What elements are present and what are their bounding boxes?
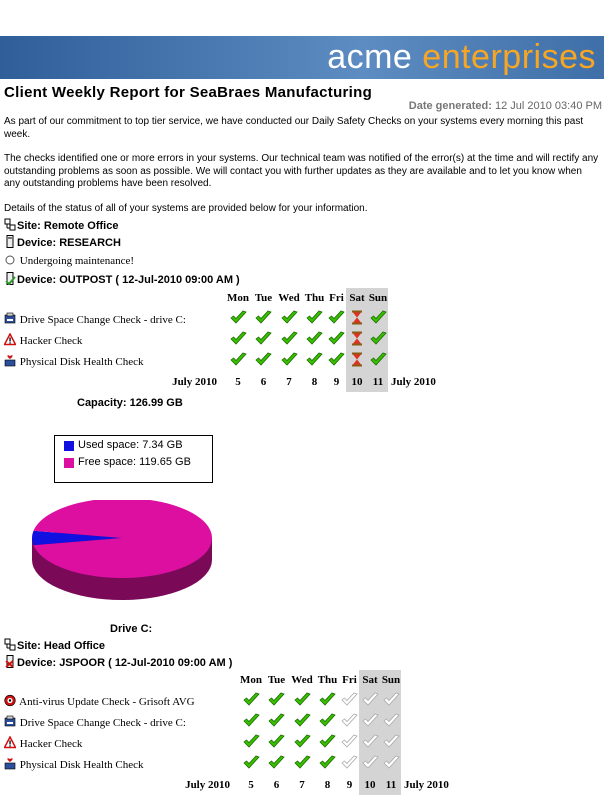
check-ok-icon bbox=[319, 755, 336, 770]
date-cell: 5 bbox=[248, 778, 254, 791]
day-header: Fri bbox=[342, 674, 357, 686]
check-ok-icon bbox=[306, 331, 323, 346]
check-result-ok bbox=[327, 350, 346, 371]
date-cell: 6 bbox=[260, 375, 267, 388]
disk-icon bbox=[4, 312, 16, 325]
outpost-checks-table bbox=[4, 288, 438, 392]
hourglass-icon bbox=[351, 331, 363, 346]
day-header: Sun bbox=[381, 670, 401, 690]
check-ok-icon bbox=[294, 692, 311, 707]
check-result-none bbox=[359, 732, 381, 753]
warning-icon bbox=[4, 736, 16, 749]
pie-legend bbox=[54, 435, 213, 483]
jspoor-rows bbox=[4, 690, 451, 795]
check-label: Drive Space Change Check - drive C: bbox=[4, 711, 238, 732]
pie-slices bbox=[32, 500, 212, 578]
site-remote-office bbox=[4, 218, 118, 232]
day-header: Wed bbox=[291, 674, 313, 686]
date-cell: 8 bbox=[311, 375, 318, 388]
jspoor-checks-table bbox=[4, 670, 451, 795]
disk-health-icon bbox=[4, 757, 16, 770]
check-ok-icon bbox=[294, 713, 311, 728]
check-ok-icon bbox=[268, 713, 285, 728]
brand-banner bbox=[0, 36, 604, 79]
site-label: Site: Remote Office bbox=[17, 220, 119, 232]
month-label: July 2010 bbox=[172, 375, 217, 388]
check-result-ok bbox=[289, 711, 315, 732]
server-ok-icon bbox=[4, 272, 16, 285]
check-none-icon bbox=[341, 734, 358, 749]
check-result-pending bbox=[346, 329, 368, 350]
check-label: Physical Disk Health Check bbox=[4, 753, 238, 774]
check-result-ok bbox=[368, 350, 388, 371]
check-ok-icon bbox=[294, 755, 311, 770]
date-generated-label: Date generated: bbox=[408, 100, 492, 112]
check-row bbox=[4, 711, 451, 732]
maintenance-status bbox=[4, 253, 134, 267]
legend-item-free: Free space: 119.65 GB bbox=[55, 455, 212, 470]
check-result-ok bbox=[225, 329, 251, 350]
intro-paragraph: As part of our commitment to top tier service, we have conducted our Daily Safety Checks on your systems every morning this past week. bbox=[4, 116, 584, 140]
check-none-icon bbox=[362, 692, 379, 707]
check-label: Anti-virus Update Check - Grisoft AVG bbox=[4, 690, 238, 711]
day-header: Fri bbox=[329, 292, 344, 304]
check-ok-icon bbox=[370, 310, 387, 325]
check-label: Hacker Check bbox=[4, 329, 225, 350]
warning-icon bbox=[4, 333, 16, 346]
site-icon bbox=[4, 638, 16, 651]
check-result-ok bbox=[276, 308, 302, 329]
check-none-icon bbox=[383, 692, 400, 707]
status-circle-icon bbox=[4, 253, 16, 266]
check-result-ok bbox=[327, 308, 346, 329]
check-result-ok bbox=[302, 350, 327, 371]
check-result-ok bbox=[251, 308, 276, 329]
check-label: Physical Disk Health Check bbox=[4, 350, 225, 371]
check-ok-icon bbox=[268, 755, 285, 770]
day-header: Wed bbox=[278, 292, 300, 304]
check-ok-icon bbox=[243, 692, 260, 707]
check-result-none bbox=[359, 711, 381, 732]
check-ok-icon bbox=[370, 352, 387, 367]
day-header: Sat bbox=[359, 670, 381, 690]
check-result-none bbox=[340, 711, 359, 732]
check-label: Hacker Check bbox=[4, 732, 238, 753]
date-cell: 11 bbox=[381, 774, 401, 795]
drive-pie-chart bbox=[30, 500, 230, 610]
site-icon bbox=[4, 218, 16, 231]
capacity-label: Capacity: 126.99 GB bbox=[77, 397, 183, 409]
check-result-ok bbox=[238, 690, 264, 711]
date-cell: 9 bbox=[346, 778, 353, 791]
check-result-ok bbox=[276, 329, 302, 350]
check-ok-icon bbox=[281, 352, 298, 367]
month-label: July 2010 bbox=[185, 778, 230, 791]
hourglass-icon bbox=[351, 310, 363, 325]
date-cell: 7 bbox=[286, 375, 292, 388]
details-paragraph: Details of the status of all of your systems are provided below for your information. bbox=[4, 203, 368, 214]
check-ok-icon bbox=[328, 352, 345, 367]
check-result-ok bbox=[238, 753, 264, 774]
check-result-none bbox=[340, 690, 359, 711]
check-ok-icon bbox=[281, 331, 298, 346]
month-label: July 2010 bbox=[404, 778, 449, 791]
legend-swatch bbox=[64, 458, 74, 468]
check-result-none bbox=[340, 732, 359, 753]
drive-label: Drive C: bbox=[110, 623, 153, 635]
date-cell: 8 bbox=[324, 778, 331, 791]
date-generated-value: 12 Jul 2010 03:40 PM bbox=[494, 100, 602, 112]
check-result-ok bbox=[289, 753, 315, 774]
check-ok-icon bbox=[230, 331, 247, 346]
date-cell: 10 bbox=[346, 371, 368, 392]
check-ok-icon bbox=[230, 310, 247, 325]
device-label: Device: JSPOOR ( 12-Jul-2010 09:00 AM ) bbox=[17, 657, 233, 669]
check-ok-icon bbox=[306, 310, 323, 325]
check-ok-icon bbox=[243, 734, 260, 749]
day-header: Sun bbox=[368, 288, 388, 308]
server-error-icon bbox=[4, 655, 16, 668]
day-header: Mon bbox=[227, 292, 249, 304]
check-ok-icon bbox=[230, 352, 247, 367]
check-result-ok bbox=[238, 732, 264, 753]
check-ok-icon bbox=[294, 734, 311, 749]
check-result-ok bbox=[289, 732, 315, 753]
check-result-ok bbox=[264, 753, 289, 774]
check-none-icon bbox=[362, 755, 379, 770]
check-result-pending bbox=[346, 350, 368, 371]
check-none-icon bbox=[362, 713, 379, 728]
check-result-ok bbox=[368, 329, 388, 350]
check-none-icon bbox=[341, 713, 358, 728]
day-header: Thu bbox=[317, 674, 338, 686]
check-none-icon bbox=[383, 734, 400, 749]
brand-logo bbox=[327, 38, 596, 77]
date-row bbox=[4, 371, 438, 392]
check-ok-icon bbox=[243, 713, 260, 728]
check-result-none bbox=[381, 753, 401, 774]
check-result-ok bbox=[315, 711, 340, 732]
date-cell: 6 bbox=[273, 778, 280, 791]
check-none-icon bbox=[383, 755, 400, 770]
check-result-ok bbox=[289, 690, 315, 711]
check-none-icon bbox=[341, 692, 358, 707]
check-result-none bbox=[359, 753, 381, 774]
device-jspoor bbox=[4, 655, 232, 669]
check-ok-icon bbox=[328, 331, 345, 346]
check-row bbox=[4, 308, 438, 329]
check-result-ok bbox=[315, 753, 340, 774]
day-header: Mon bbox=[240, 674, 262, 686]
check-row bbox=[4, 329, 438, 350]
check-ok-icon bbox=[281, 310, 298, 325]
check-result-none bbox=[359, 690, 381, 711]
outpost-rows bbox=[4, 308, 438, 392]
day-header: Sat bbox=[346, 288, 368, 308]
check-ok-icon bbox=[370, 331, 387, 346]
check-result-pending bbox=[346, 308, 368, 329]
check-ok-icon bbox=[255, 310, 272, 325]
server-icon bbox=[4, 235, 16, 248]
legend-item-used: Used space: 7.34 GB bbox=[55, 438, 212, 453]
date-cell: 10 bbox=[359, 774, 381, 795]
device-label: Device: RESEARCH bbox=[17, 237, 121, 249]
check-ok-icon bbox=[255, 331, 272, 346]
date-cell: 7 bbox=[299, 778, 305, 791]
check-result-ok bbox=[225, 308, 251, 329]
check-result-ok bbox=[315, 732, 340, 753]
brand-word-enterprises: enterprises bbox=[422, 38, 596, 76]
site-label: Site: Head Office bbox=[17, 640, 106, 652]
check-ok-icon bbox=[268, 734, 285, 749]
check-result-none bbox=[340, 753, 359, 774]
date-cell: 9 bbox=[333, 375, 340, 388]
month-label: July 2010 bbox=[391, 375, 436, 388]
errors-paragraph: The checks identified one or more errors in your systems. Our technical team was notified of the error(s) at the time and will rectify any outstanding problems as soon as possible. We will contact you with further updates as they are available and to let you know when any outstanding problems have been resolved. bbox=[4, 153, 599, 189]
date-row bbox=[4, 774, 451, 795]
check-ok-icon bbox=[243, 755, 260, 770]
hourglass-icon bbox=[351, 352, 363, 367]
check-label: Drive Space Change Check - drive C: bbox=[4, 308, 225, 329]
check-none-icon bbox=[362, 734, 379, 749]
antivirus-icon bbox=[4, 694, 16, 707]
disk-icon bbox=[4, 715, 16, 728]
check-result-none bbox=[381, 732, 401, 753]
check-ok-icon bbox=[306, 352, 323, 367]
date-cell: 5 bbox=[235, 375, 241, 388]
check-result-ok bbox=[251, 350, 276, 371]
check-row bbox=[4, 690, 451, 711]
check-result-ok bbox=[368, 308, 388, 329]
check-result-ok bbox=[238, 711, 264, 732]
check-ok-icon bbox=[328, 310, 345, 325]
site-head-office bbox=[4, 638, 105, 652]
check-result-ok bbox=[264, 711, 289, 732]
device-research bbox=[4, 235, 121, 249]
check-result-none bbox=[381, 711, 401, 732]
check-none-icon bbox=[383, 713, 400, 728]
check-result-ok bbox=[225, 350, 251, 371]
check-row bbox=[4, 350, 438, 371]
disk-health-icon bbox=[4, 354, 16, 367]
check-result-ok bbox=[302, 329, 327, 350]
device-outpost bbox=[4, 272, 240, 286]
check-result-ok bbox=[264, 690, 289, 711]
check-result-ok bbox=[251, 329, 276, 350]
maintenance-text: Undergoing maintenance! bbox=[19, 255, 135, 267]
check-ok-icon bbox=[319, 692, 336, 707]
day-header: Tue bbox=[254, 292, 273, 304]
check-result-none bbox=[381, 690, 401, 711]
check-result-ok bbox=[264, 732, 289, 753]
check-ok-icon bbox=[268, 692, 285, 707]
check-row bbox=[4, 753, 451, 774]
device-label: Device: OUTPOST ( 12-Jul-2010 09:00 AM ) bbox=[17, 274, 240, 286]
check-ok-icon bbox=[255, 352, 272, 367]
date-cell: 11 bbox=[368, 371, 388, 392]
check-result-ok bbox=[276, 350, 302, 371]
brand-word-acme: acme bbox=[327, 38, 413, 76]
day-header: Tue bbox=[267, 674, 286, 686]
check-ok-icon bbox=[319, 734, 336, 749]
check-ok-icon bbox=[319, 713, 336, 728]
legend-swatch bbox=[64, 441, 74, 451]
check-row bbox=[4, 732, 451, 753]
check-result-ok bbox=[302, 308, 327, 329]
check-result-ok bbox=[315, 690, 340, 711]
report-title: Client Weekly Report for SeaBraes Manufacturing bbox=[4, 84, 373, 101]
day-header: Thu bbox=[304, 292, 325, 304]
check-result-ok bbox=[327, 329, 346, 350]
date-generated bbox=[409, 100, 602, 112]
check-none-icon bbox=[341, 755, 358, 770]
